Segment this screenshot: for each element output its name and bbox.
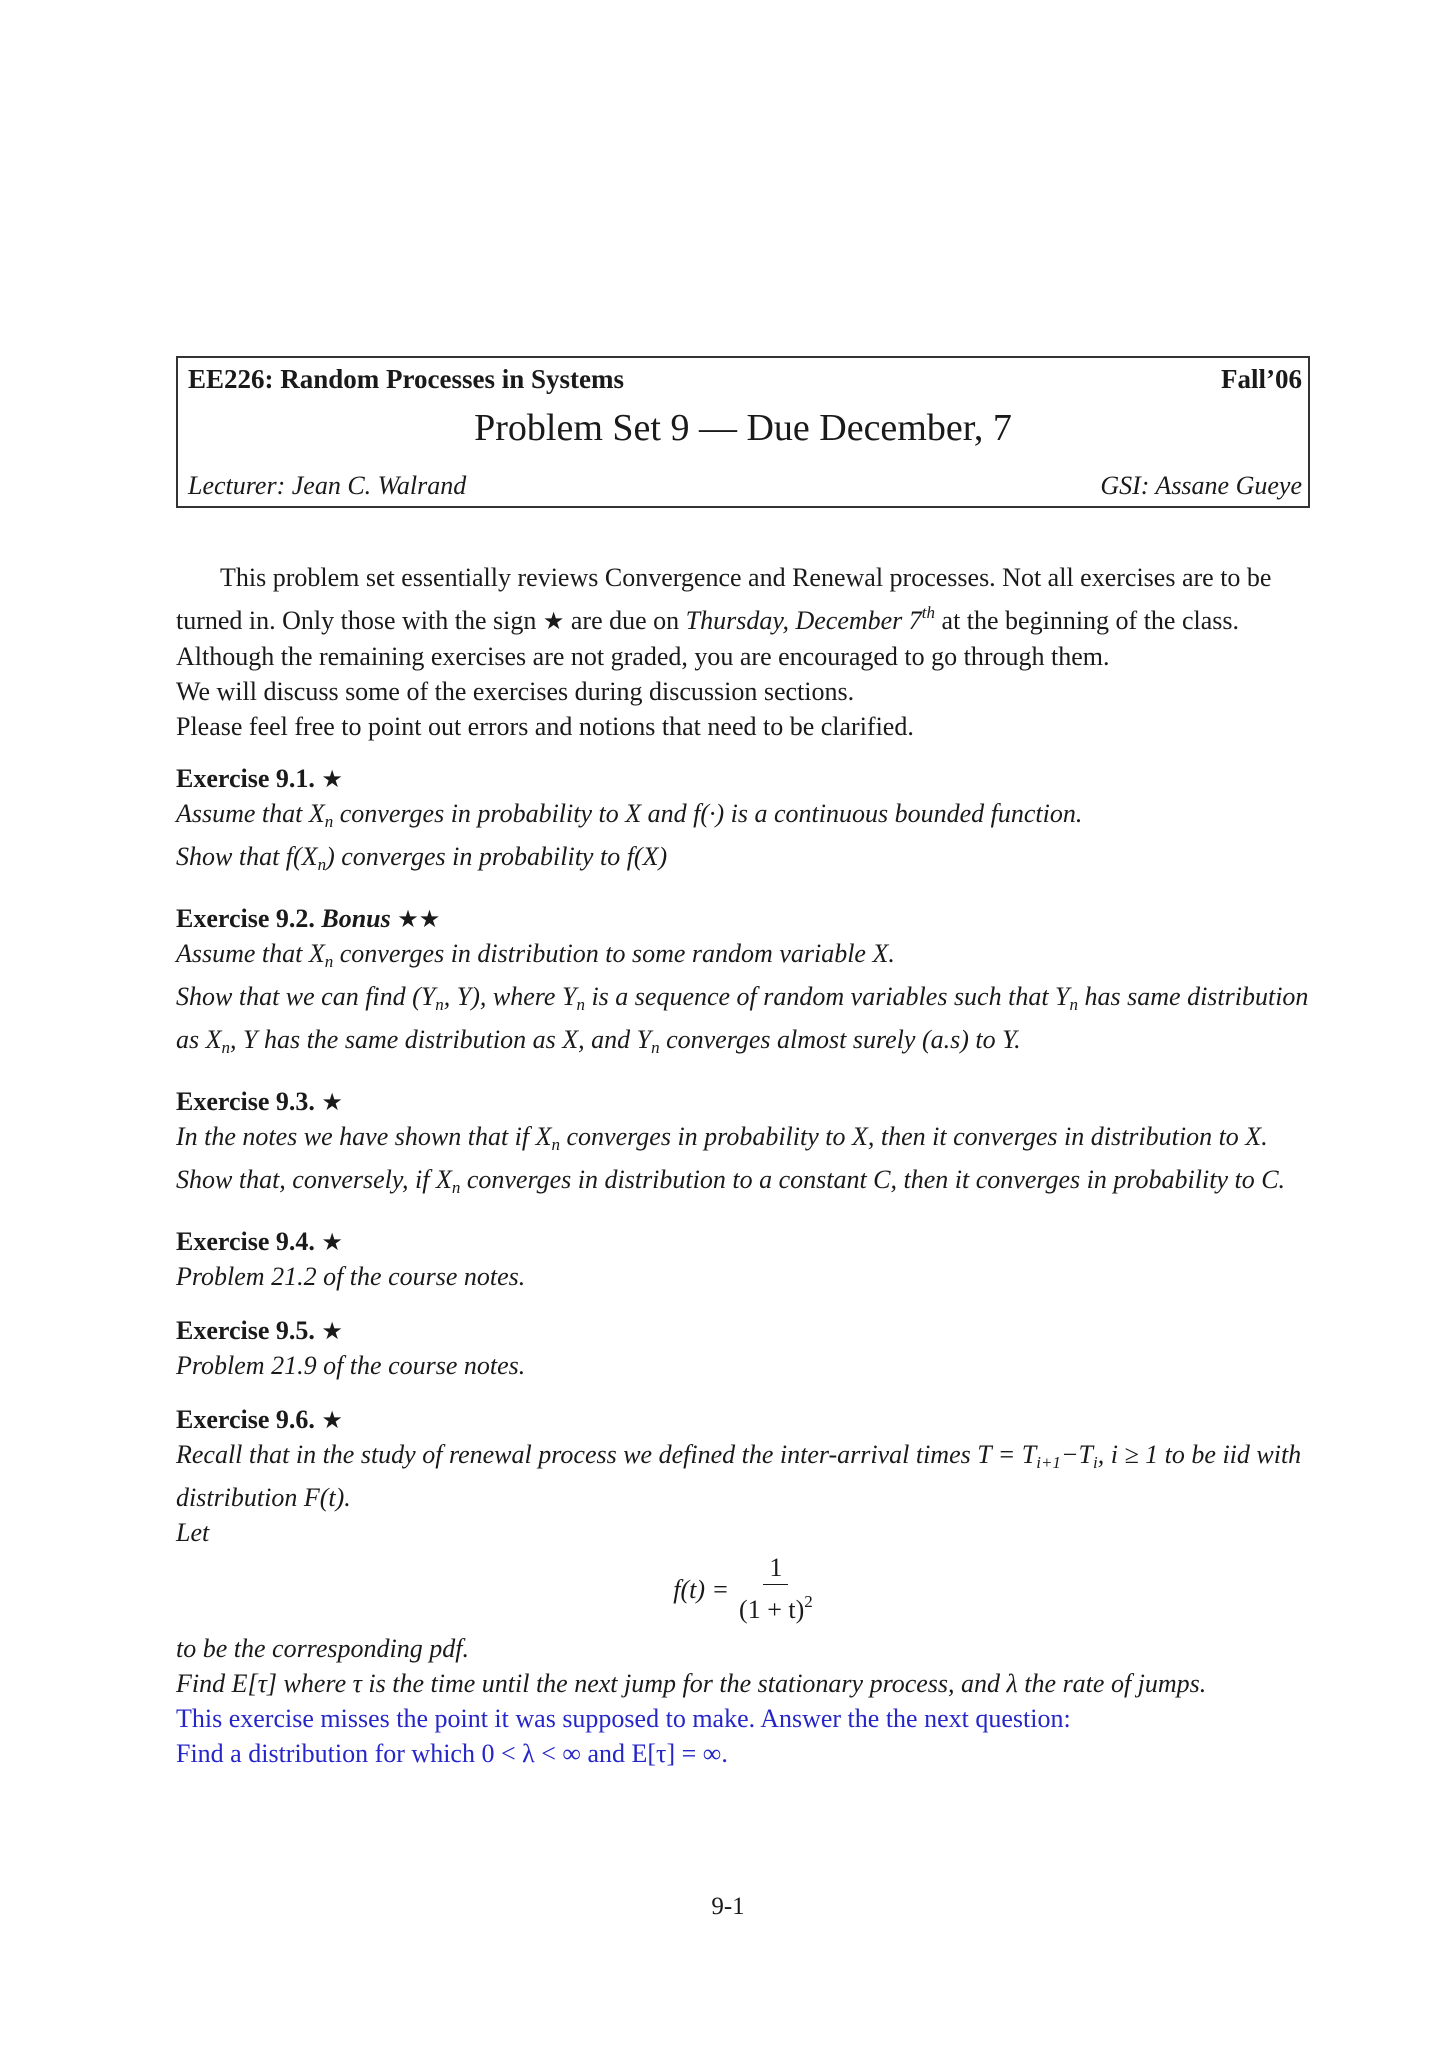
intro-paragraph (176, 560, 1310, 674)
star-icon: ★ (321, 1406, 343, 1434)
exercise-text: Let (176, 1518, 210, 1547)
exercise-9-6 (176, 1403, 1310, 1771)
subscript: n (324, 952, 334, 971)
exercise-title (176, 762, 1310, 796)
fraction-numerator: 1 (763, 1552, 788, 1585)
subscript: n (576, 995, 585, 1014)
text: Show that f(X (176, 842, 318, 871)
subscript: n (221, 1038, 230, 1057)
exponent: 2 (804, 1592, 813, 1611)
text: is a sequence of random variables such that Y (584, 982, 1070, 1011)
subscript: n (324, 812, 334, 831)
exercise-text: Find E[τ] where τ is the time until the next jump for the stationary process, and λ the rate of jumps. (176, 1669, 1207, 1698)
subscript: n (651, 1038, 660, 1057)
exercise-number: Exercise 9.3. (176, 1087, 315, 1116)
due-day: Thursday, December 7 (685, 606, 922, 635)
text: In the notes we have shown that if X (176, 1122, 552, 1151)
text: , Y), where Y (443, 982, 577, 1011)
exercise-text (176, 936, 1310, 979)
exercise-9-1 (176, 762, 1310, 882)
exercise-title (176, 1314, 1310, 1348)
subscript: n (551, 1135, 561, 1154)
subscript: n (317, 855, 327, 874)
star-icon: ★ (321, 1228, 343, 1256)
bonus-label: Bonus (321, 904, 391, 933)
exercise-text (176, 1437, 1310, 1515)
text: , i ≥ 1 to be iid with distribution F(t). (176, 1440, 1302, 1512)
exercise-title (176, 902, 1310, 936)
text: ) converges in probability to f(X) (326, 842, 668, 871)
text: Assume that X (176, 939, 325, 968)
lecturer-label: Lecturer: Jean C. Walrand (188, 471, 467, 500)
term-label: Fall’06 (1221, 364, 1302, 394)
pdf-equation (176, 1552, 1310, 1627)
erratum-line: Find a distribution for which 0 < λ < ∞ and E[τ] = ∞. (176, 1739, 728, 1768)
star-icon: ★ (542, 607, 565, 635)
due-sup: th (921, 603, 936, 622)
text: Assume that X (176, 799, 325, 828)
subscript: n (451, 1178, 461, 1197)
exercise-9-2 (176, 902, 1310, 1065)
text: , Y has the same distribution as X, and Y (230, 1025, 652, 1054)
course-title: EE226: Random Processes in Systems (188, 364, 625, 394)
intro-line-discussion: We will discuss some of the exercises during discussion sections. (176, 677, 855, 706)
fraction-denominator (739, 1585, 813, 1627)
text: −T (1060, 1440, 1093, 1469)
star-icon: ★ (321, 765, 343, 793)
exercise-title (176, 1225, 1310, 1259)
equation-fraction (739, 1552, 813, 1627)
subscript: i+1 (1036, 1453, 1061, 1472)
exercise-text: to be the corresponding pdf. (176, 1634, 469, 1663)
text: Show that we can find (Y (176, 982, 436, 1011)
star-icon: ★ (321, 1317, 343, 1345)
exercise-text: Problem 21.9 of the course notes. (176, 1351, 526, 1380)
subscript: i (1092, 1453, 1098, 1472)
gsi-label: GSI: Assane Gueye (1100, 471, 1302, 500)
exercise-number: Exercise 9.1. (176, 764, 315, 793)
intro (176, 560, 1310, 744)
exercise-9-3 (176, 1085, 1310, 1205)
exercise-body (176, 936, 1310, 1065)
exercise-number: Exercise 9.5. (176, 1316, 315, 1345)
exercise-text (176, 796, 1310, 839)
intro-text: This problem set essentially reviews Convergence and Renewal processes. Not all exercises are to be turned in. Only those with the sign (176, 563, 1272, 635)
exercise-text (176, 839, 1310, 882)
exercise-title (176, 1403, 1310, 1437)
text: converges in probability to X, then it converges in distribution to X. (560, 1122, 1268, 1151)
exercise-body (176, 796, 1310, 882)
subscript: n (1069, 995, 1079, 1014)
text: converges in probability to X and f(·) is a continuous bounded function. (333, 799, 1083, 828)
intro-text: are due on (570, 606, 680, 635)
header-box (176, 356, 1310, 508)
exercise-body (176, 1348, 1310, 1383)
exercise-body (176, 1119, 1310, 1205)
subscript: n (435, 995, 444, 1014)
text: converges in distribution to some random variable X. (333, 939, 895, 968)
text: has same distribution as X (176, 982, 1309, 1054)
exercise-number: Exercise 9.6. (176, 1405, 315, 1434)
exercise-body (176, 1437, 1310, 1701)
problem-set-title: Problem Set 9 — Due December, 7 (474, 407, 1012, 449)
erratum-line: This exercise misses the point it was supposed to make. Answer the the next question: (176, 1704, 1071, 1733)
intro-text: at the beginning of the class. Although the remaining exercises are not graded, you are encouraged to go through them. (176, 606, 1240, 671)
exercise-9-4 (176, 1225, 1310, 1294)
text: Recall that in the study of renewal process we defined the inter-arrival times T = T (176, 1440, 1037, 1469)
text: converges in distribution to a constant C, then it converges in probability to C. (460, 1165, 1286, 1194)
text: converges almost surely (a.s) to Y. (659, 1025, 1021, 1054)
exercise-text (176, 979, 1310, 1065)
exercise-text: Problem 21.2 of the course notes. (176, 1262, 526, 1291)
exercise-body (176, 1259, 1310, 1294)
exercise-text (176, 1119, 1310, 1162)
exercise-number: Exercise 9.4. (176, 1227, 315, 1256)
denominator-text: (1 + t) (739, 1595, 805, 1624)
intro-line-errors: Please feel free to point out errors and notions that need to be clarified. (176, 712, 914, 741)
star-icon: ★★ (397, 905, 441, 933)
text: Show that, conversely, if X (176, 1165, 452, 1194)
exercise-9-5 (176, 1314, 1310, 1383)
content (176, 560, 1310, 1771)
star-icon: ★ (321, 1088, 343, 1116)
equation-lhs: f(t) = (673, 1575, 730, 1604)
erratum-note (176, 1701, 1310, 1771)
exercise-text (176, 1162, 1310, 1205)
exercise-title (176, 1085, 1310, 1119)
page-number: 9-1 (711, 1893, 745, 1920)
exercise-number: Exercise 9.2. (176, 904, 315, 933)
